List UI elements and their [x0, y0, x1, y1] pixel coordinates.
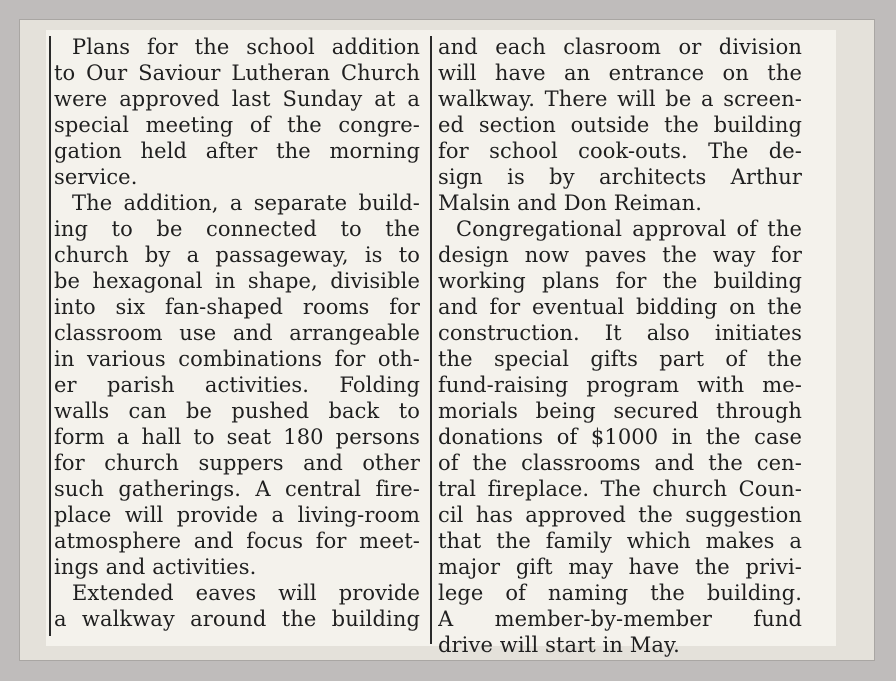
text-line: a walkway around the building: [54, 607, 420, 631]
text-line: cil has approved the suggestion: [438, 503, 802, 527]
text-line: Plans for the school addition: [72, 35, 420, 59]
text-line: fund-raising program with me-: [438, 373, 802, 397]
text-line: A member-by-member fund: [438, 607, 802, 631]
text-line: ing to be connected to the: [54, 217, 420, 241]
text-line: morials being secured through: [438, 399, 802, 423]
text-line: Extended eaves will provide: [72, 581, 420, 605]
text-line: Malsin and Don Reiman.: [438, 191, 703, 215]
text-line: lege of naming the building.: [438, 581, 802, 605]
text-line: service.: [54, 165, 138, 189]
text-line: construction. It also initiates: [438, 321, 802, 345]
text-line: classroom use and arrangeable: [54, 321, 420, 345]
text-line: Congregational approval of the: [456, 217, 802, 241]
text-line: gation held after the morning: [54, 139, 420, 163]
text-line: in various combinations for oth-: [54, 347, 420, 371]
right-column: [438, 34, 802, 658]
text-line: atmosphere and focus for meet-: [54, 529, 420, 553]
text-line: place will provide a living-room: [54, 503, 420, 527]
text-line: walls can be pushed back to: [54, 399, 420, 423]
text-line: sign is by architects Arthur: [438, 165, 802, 189]
text-line: were approved last Sunday at a: [54, 87, 420, 111]
text-line: form a hall to seat 180 persons: [54, 425, 420, 449]
text-line: donations of $1000 in the case: [438, 425, 802, 449]
text-line: working plans for the building: [438, 269, 802, 293]
text-line: such gatherings. A central fire-: [54, 477, 420, 501]
text-line: and for eventual bidding on the: [438, 295, 802, 319]
text-line: will have an entrance on the: [438, 61, 802, 85]
text-line: be hexagonal in shape, divisible: [54, 269, 420, 293]
left-column-rule: [49, 36, 51, 636]
text-line: walkway. There will be a screen-: [438, 87, 802, 111]
left-column: [54, 34, 420, 632]
text-line: The addition, a separate build-: [72, 191, 420, 215]
text-line: and each clasroom or division: [438, 35, 802, 59]
text-line: ed section outside the building: [438, 113, 802, 137]
text-line: special meeting of the congre-: [54, 113, 420, 137]
text-line: tral fireplace. The church Coun-: [438, 477, 802, 501]
text-line: design now paves the way for: [438, 243, 802, 267]
text-line: er parish activities. Folding: [54, 373, 420, 397]
text-line: for school cook-outs. The de-: [438, 139, 802, 163]
text-line: to Our Saviour Lutheran Church: [54, 61, 420, 85]
text-line: into six fan-shaped rooms for: [54, 295, 420, 319]
text-line: that the family which makes a: [438, 529, 802, 553]
text-line: the special gifts part of the: [438, 347, 802, 371]
text-line: for church suppers and other: [54, 451, 420, 475]
text-line: drive will start in May.: [438, 633, 680, 657]
text-line: major gift may have the privi-: [438, 555, 802, 579]
text-line: church by a passageway, is to: [54, 243, 420, 267]
text-line: ings and activities.: [54, 555, 257, 579]
text-line: of the classrooms and the cen-: [438, 451, 802, 475]
center-column-rule: [430, 36, 432, 644]
